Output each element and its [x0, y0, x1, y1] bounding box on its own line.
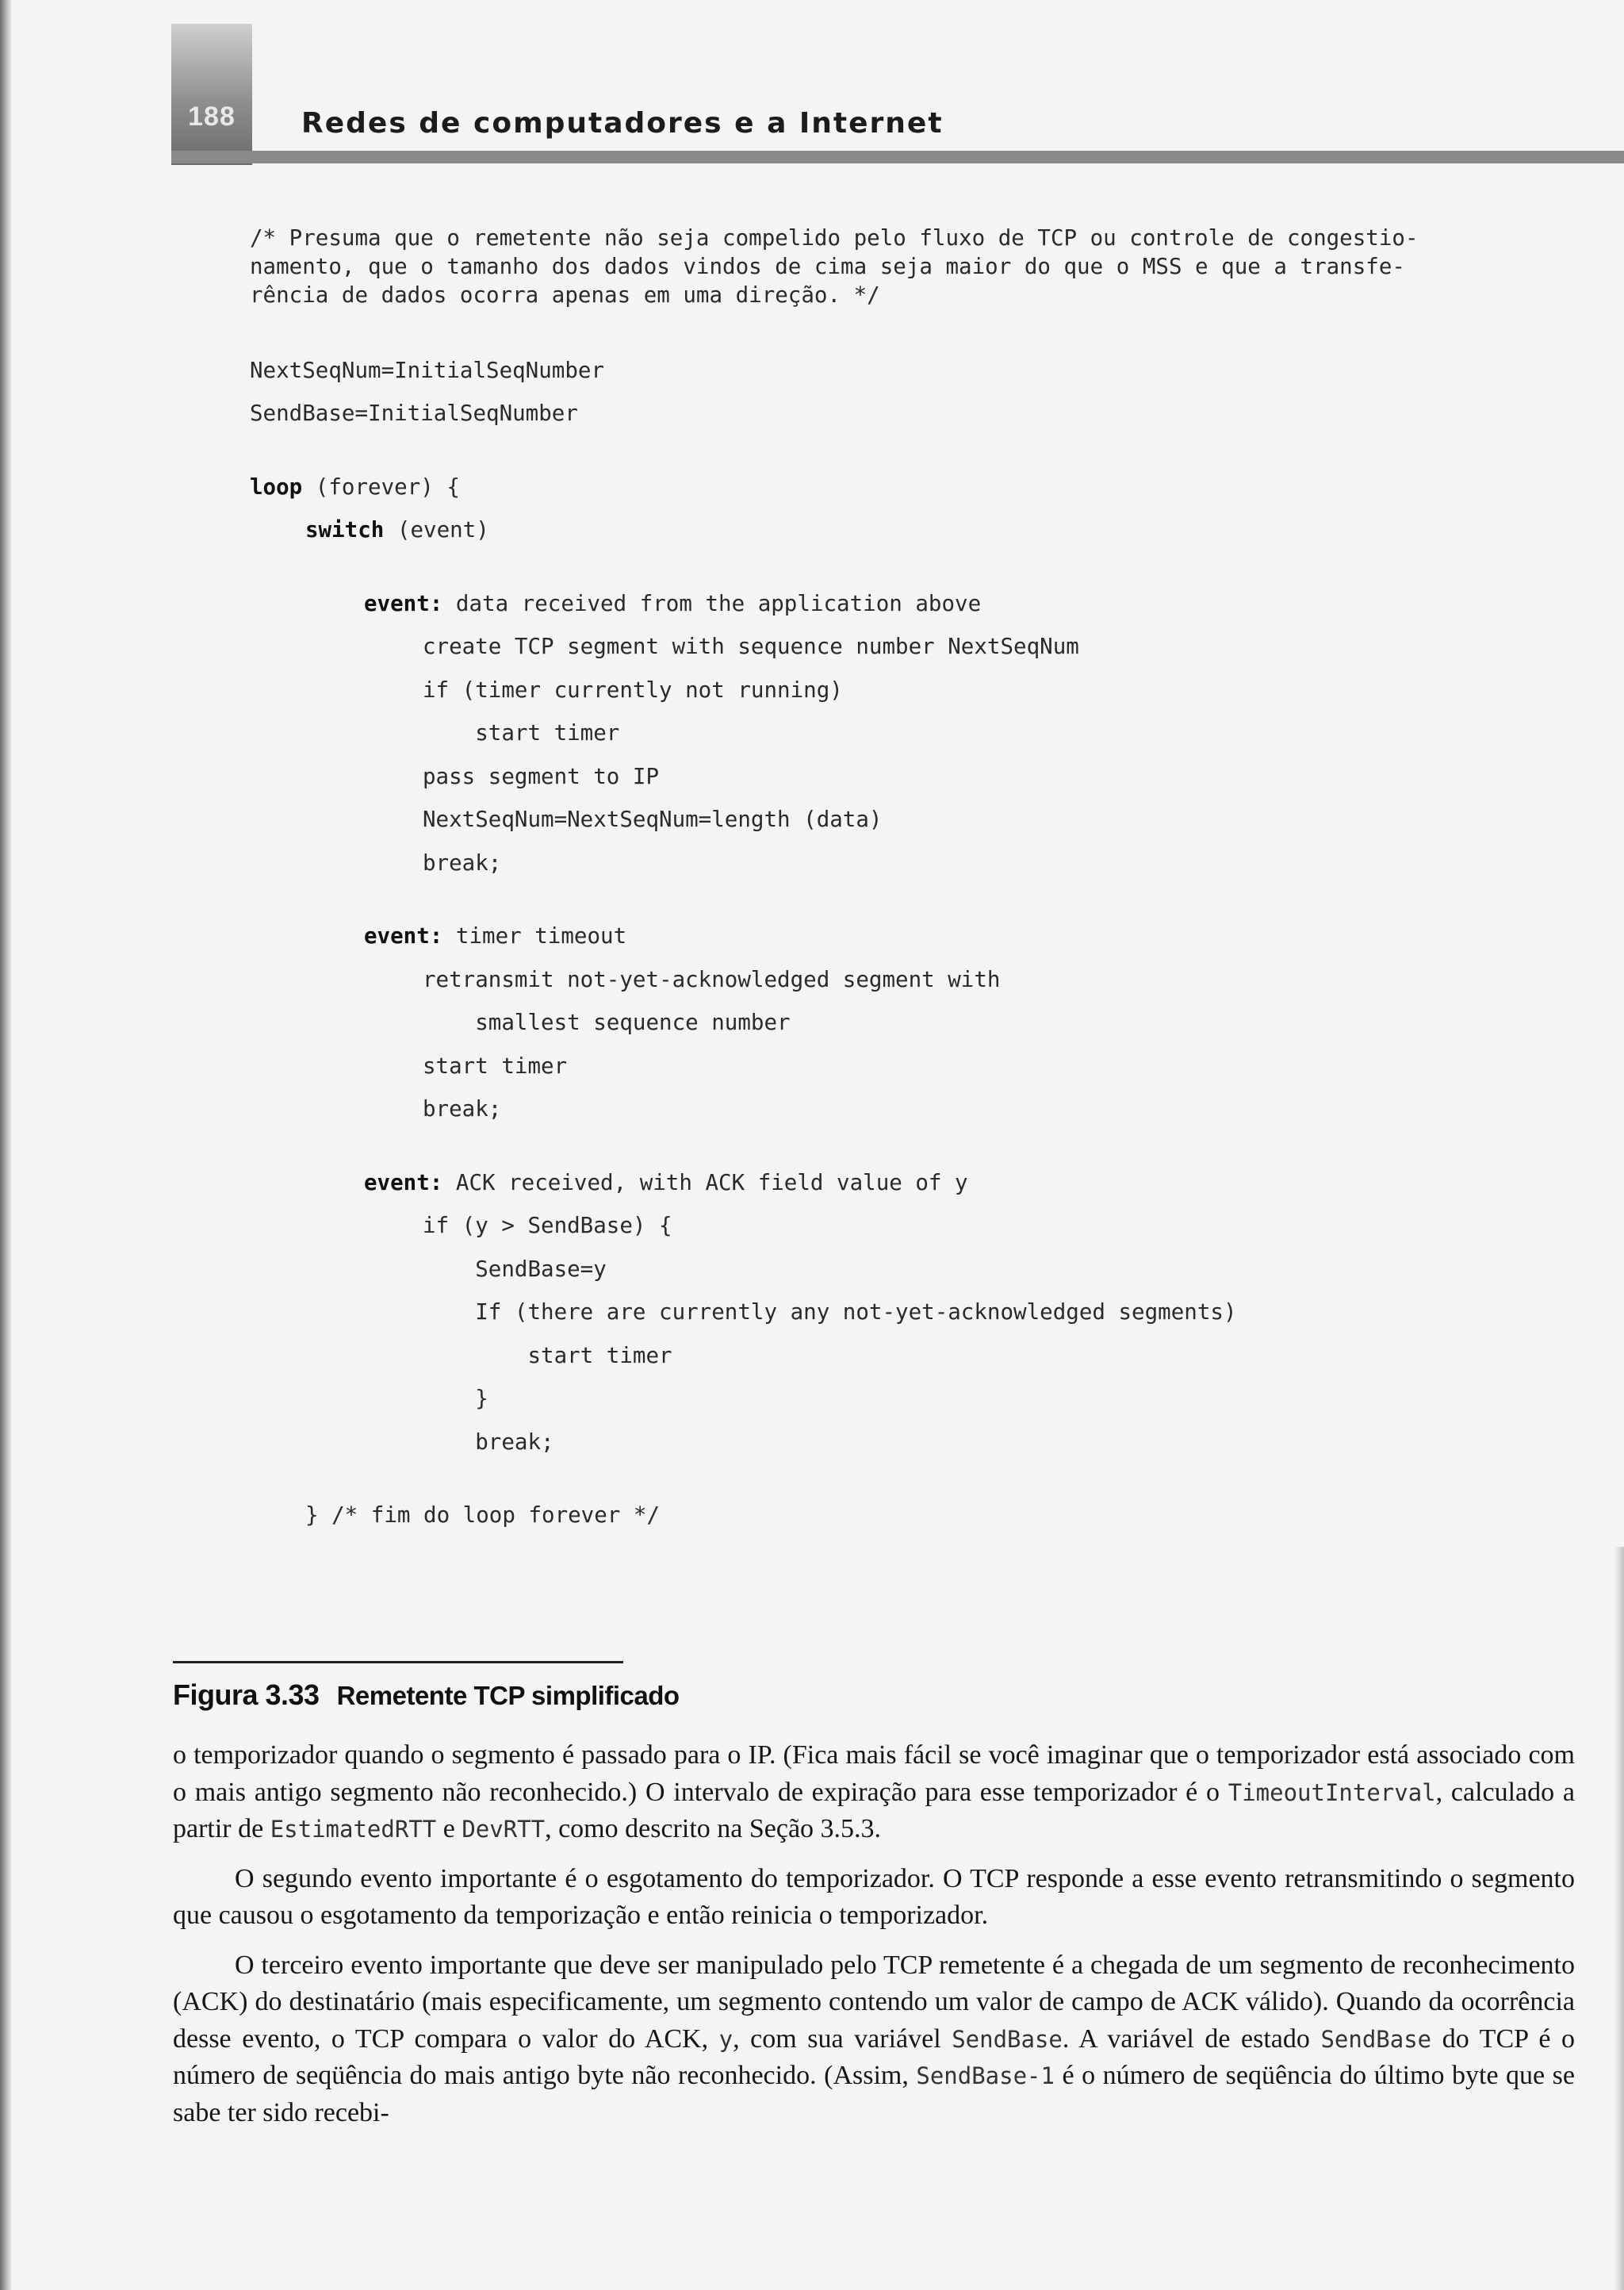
code-line: }	[423, 1386, 488, 1411]
code-keyword: event:	[364, 590, 443, 616]
code-event-body	[364, 1204, 1582, 1463]
code-line: start timer	[423, 1342, 672, 1368]
inline-code: DevRTT	[462, 1816, 546, 1843]
code-line: NextSeqNum=NextSeqNum=length (data)	[423, 807, 883, 832]
inline-code: SendBase-1	[916, 2062, 1055, 2089]
code-switch-line	[250, 508, 1582, 552]
code-line: if (y > SendBase) {	[423, 1213, 672, 1238]
code-comment-line: rência de dados ocorra apenas em uma direção. */	[250, 282, 880, 308]
code-event-body	[364, 958, 1582, 1131]
paragraph	[173, 1947, 1575, 2132]
code-init-line: SendBase=InitialSeqNumber	[250, 401, 578, 426]
text-run: , com sua variável	[733, 2023, 952, 2054]
code-event-title	[364, 915, 1582, 958]
code-line: create TCP segment with sequence number NextSeqNum	[423, 634, 1079, 659]
code-text: ACK received, with ACK field value of y	[442, 1169, 968, 1195]
code-blank	[250, 309, 1582, 339]
header-rule	[171, 151, 1624, 163]
code-blank	[250, 435, 1582, 466]
code-line: break;	[423, 1429, 554, 1455]
code-keyword: switch	[305, 517, 385, 543]
code-comment-line: namento, que o tamanho dos dados vindos de cima seja maior do que o MSS e que a transfe-	[250, 254, 1405, 279]
page-number: 188	[188, 102, 236, 132]
code-line: start timer	[423, 720, 620, 746]
text-run: O terceiro evento importante que deve ser manipulado pelo TCP remetente é a chegada de um segmento de reconhecimento (ACK) do destinatário (mais especificamente, um segmento contendo um valor de campo de ACK válido). Quando da ocorrência desse evento, o TCP compara o valor do ACK,	[173, 1950, 1575, 2054]
code-blank	[250, 552, 1582, 582]
page-header	[0, 0, 1624, 167]
inline-code: SendBase	[1320, 2025, 1432, 2053]
text-run: o temporizador quando o segmento é passado para o IP. (Fica mais fácil se você imaginar que o temporizador está associado com o mais antigo segmento não reconhecido.) O intervalo de expiração para esse temporizador é o	[173, 1740, 1575, 1807]
code-event-block	[250, 1161, 1582, 1464]
code-event-title	[364, 582, 1582, 626]
code-event-body	[364, 625, 1582, 884]
code-keyword: loop	[250, 474, 303, 500]
text-run: , como descrito na Seção 3.5.3.	[545, 1814, 882, 1843]
code-line: smallest sequence number	[423, 1010, 791, 1035]
page-binding-edge	[0, 0, 11, 2290]
paragraph	[173, 1737, 1575, 1848]
code-blank	[250, 884, 1582, 915]
figure-label: Figura 3.33	[173, 1678, 320, 1711]
running-title: Redes de computadores e a Internet	[301, 107, 944, 140]
code-keyword: event:	[364, 923, 443, 949]
code-blank	[250, 1463, 1582, 1494]
figure-caption-rule	[173, 1661, 623, 1663]
code-event-title	[364, 1161, 1582, 1205]
code-event-block	[250, 582, 1582, 885]
code-line: retransmit not-yet-acknowledged segment with	[423, 966, 1001, 992]
code-listing	[250, 224, 1582, 1537]
code-line: pass segment to IP	[423, 763, 660, 789]
code-line: if (timer currently not running)	[423, 677, 843, 703]
text-run: , calculado a partir de	[173, 1777, 1575, 1843]
code-closing-line: } /* fim do loop forever */	[305, 1502, 661, 1528]
code-line: start timer	[423, 1053, 568, 1079]
code-init-line: NextSeqNum=InitialSeqNumber	[250, 358, 605, 383]
inline-code: TimeoutInterval	[1228, 1778, 1436, 1806]
code-line: If (there are currently any not-yet-acknowledged segments)	[423, 1299, 1237, 1325]
code-text: (event)	[384, 517, 489, 543]
code-loop-line	[250, 466, 1582, 509]
code-comment-line: /* Presuma que o remetente não seja compelido pelo fluxo de TCP ou controle de congestio-	[250, 225, 1419, 251]
code-text: (forever) {	[302, 474, 460, 500]
text-run: e	[436, 1814, 462, 1843]
inline-code: y	[718, 2025, 733, 2053]
code-line: SendBase=y	[423, 1256, 607, 1282]
code-text: data received from the application above	[442, 590, 982, 616]
code-event-block	[250, 915, 1582, 1131]
code-keyword: event:	[364, 1169, 443, 1195]
text-run: . A variável de estado	[1062, 2023, 1321, 2054]
code-blank	[250, 1131, 1582, 1161]
paragraph: O segundo evento importante é o esgotamento do temporizador. O TCP responde a esse evento retransmitindo o segmento que causou o esgotamento da temporização e então reinicia o temporizador.	[173, 1863, 1575, 1930]
text-run: do TCP é o número de seqüência do mais antigo byte não reconhecido. (Assim,	[173, 2023, 1575, 2090]
header-tab	[171, 24, 252, 165]
code-line: break;	[423, 1096, 502, 1122]
figure-caption	[173, 1678, 680, 1712]
inline-code: SendBase	[952, 2025, 1063, 2053]
code-line: break;	[423, 850, 502, 876]
code-text: timer timeout	[442, 923, 627, 949]
figure-title: Remetente TCP simplificado	[336, 1681, 680, 1710]
text-run: é o número de seqüência do último byte que se sabe ter sido recebi-	[173, 2061, 1575, 2127]
page-right-edge	[1614, 1547, 1624, 2290]
body-text	[173, 1737, 1575, 2144]
inline-code: EstimatedRTT	[270, 1816, 437, 1843]
